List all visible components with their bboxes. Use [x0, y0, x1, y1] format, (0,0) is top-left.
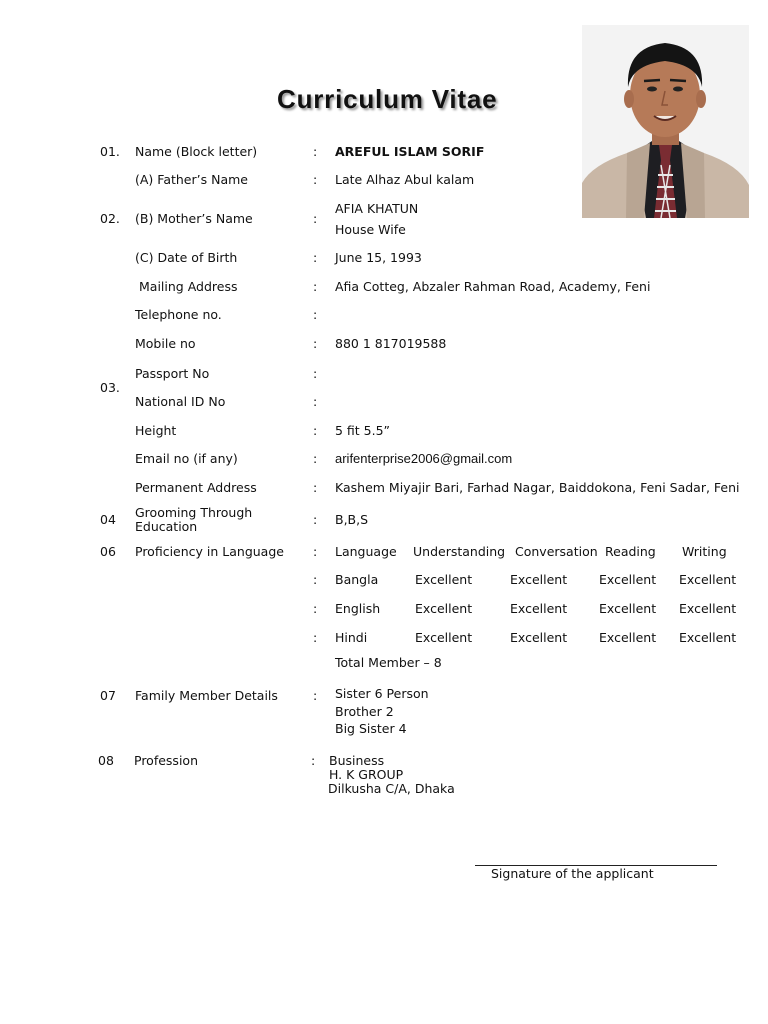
field-label-height: Height	[135, 423, 177, 438]
profession-line: Dilkusha C/A, Dhaka	[328, 781, 455, 796]
field-value-father: Late Alhaz Abul kalam	[335, 172, 475, 187]
section-number: 01.	[100, 144, 120, 159]
language-cell: Excellent	[599, 630, 657, 645]
field-label-family: Family Member Details	[135, 688, 278, 703]
colon: :	[313, 336, 318, 351]
field-label-telephone: Telephone no.	[135, 307, 222, 322]
section-number: 04	[100, 512, 116, 527]
field-value-name: AREFUL ISLAM SORIF	[335, 144, 485, 159]
field-label-dob: (C) Date of Birth	[135, 250, 238, 265]
field-label-mother: (B) Mother’s Name	[135, 211, 253, 226]
colon: :	[313, 172, 318, 187]
profession-line: Business	[329, 753, 385, 768]
family-total: Total Member – 8	[335, 655, 442, 670]
field-label-name: Name (Block letter)	[135, 144, 258, 159]
field-label-national-id: National ID No	[135, 394, 226, 409]
field-label-language-proficiency: Proficiency in Language	[135, 544, 284, 559]
section-number: 02.	[100, 211, 120, 226]
colon: :	[313, 366, 318, 381]
field-label-email: Email no (if any)	[135, 451, 238, 466]
colon: :	[313, 572, 318, 587]
language-header-conversation: Conversation	[515, 544, 598, 559]
field-value-mailing-address: Afia Cotteg, Abzaler Rahman Road, Academy, Feni	[335, 279, 651, 294]
language-header-language: Language	[335, 544, 397, 559]
language-cell: Excellent	[679, 572, 737, 587]
section-number: 03.	[100, 380, 120, 395]
page-title: Curriculum Vitae	[277, 84, 498, 114]
colon: :	[313, 279, 318, 294]
colon: :	[313, 544, 318, 559]
language-cell: English	[335, 601, 381, 616]
applicant-photo	[582, 25, 749, 218]
colon: :	[313, 423, 318, 438]
colon: :	[313, 394, 318, 409]
field-label-grooming: Grooming Through	[135, 505, 253, 520]
field-label-mailing-address: Mailing Address	[139, 279, 238, 294]
colon: :	[313, 601, 318, 616]
field-value-education: B,B,S	[335, 512, 369, 527]
field-label-passport: Passport No	[135, 366, 210, 381]
language-header-understanding: Understanding	[413, 544, 506, 559]
section-number: 08	[98, 753, 114, 768]
language-cell: Bangla	[335, 572, 379, 587]
field-label-education: Education	[135, 519, 198, 534]
language-cell: Excellent	[415, 572, 473, 587]
language-cell: Excellent	[510, 601, 568, 616]
field-value-height: 5 fit 5.5”	[335, 423, 391, 438]
field-label-father: (A) Father’s Name	[135, 172, 248, 187]
field-label-mobile: Mobile no	[135, 336, 196, 351]
language-cell: Excellent	[510, 572, 568, 587]
language-cell: Excellent	[415, 601, 473, 616]
language-cell: Excellent	[599, 601, 657, 616]
field-value-permanent-address: Kashem Miyajir Bari, Farhad Nagar, Baiddokona, Feni Sadar, Feni	[335, 480, 740, 495]
field-value-mother-occupation: House Wife	[335, 222, 406, 237]
field-label-profession: Profession	[134, 753, 198, 768]
field-value-mother: AFIA KHATUN	[335, 201, 419, 216]
signature-label: Signature of the applicant	[491, 866, 654, 881]
family-line: Brother 2	[335, 704, 394, 719]
colon: :	[313, 250, 318, 265]
family-line: Sister 6 Person	[335, 686, 429, 701]
colon: :	[313, 144, 318, 159]
language-cell: Excellent	[679, 601, 737, 616]
section-number: 06	[100, 544, 116, 559]
section-number: 07	[100, 688, 116, 703]
family-line: Big Sister 4	[335, 721, 407, 736]
language-cell: Excellent	[415, 630, 473, 645]
profession-line: H. K GROUP	[329, 767, 404, 782]
language-header-writing: Writing	[682, 544, 727, 559]
field-value-mobile: 880 1 817019588	[335, 336, 447, 351]
colon: :	[313, 512, 318, 527]
colon: :	[313, 307, 318, 322]
language-cell: Excellent	[679, 630, 737, 645]
colon: :	[313, 480, 318, 495]
language-cell: Excellent	[599, 572, 657, 587]
field-value-email: arifenterprise2006@gmail.com	[335, 451, 513, 466]
colon: :	[313, 451, 318, 466]
field-value-dob: June 15, 1993	[335, 250, 422, 265]
language-cell: Hindi	[335, 630, 368, 645]
language-cell: Excellent	[510, 630, 568, 645]
language-header-reading: Reading	[605, 544, 656, 559]
colon: :	[311, 753, 316, 768]
colon: :	[313, 211, 318, 226]
colon: :	[313, 688, 318, 703]
field-label-permanent-address: Permanent Address	[135, 480, 257, 495]
colon: :	[313, 630, 318, 645]
